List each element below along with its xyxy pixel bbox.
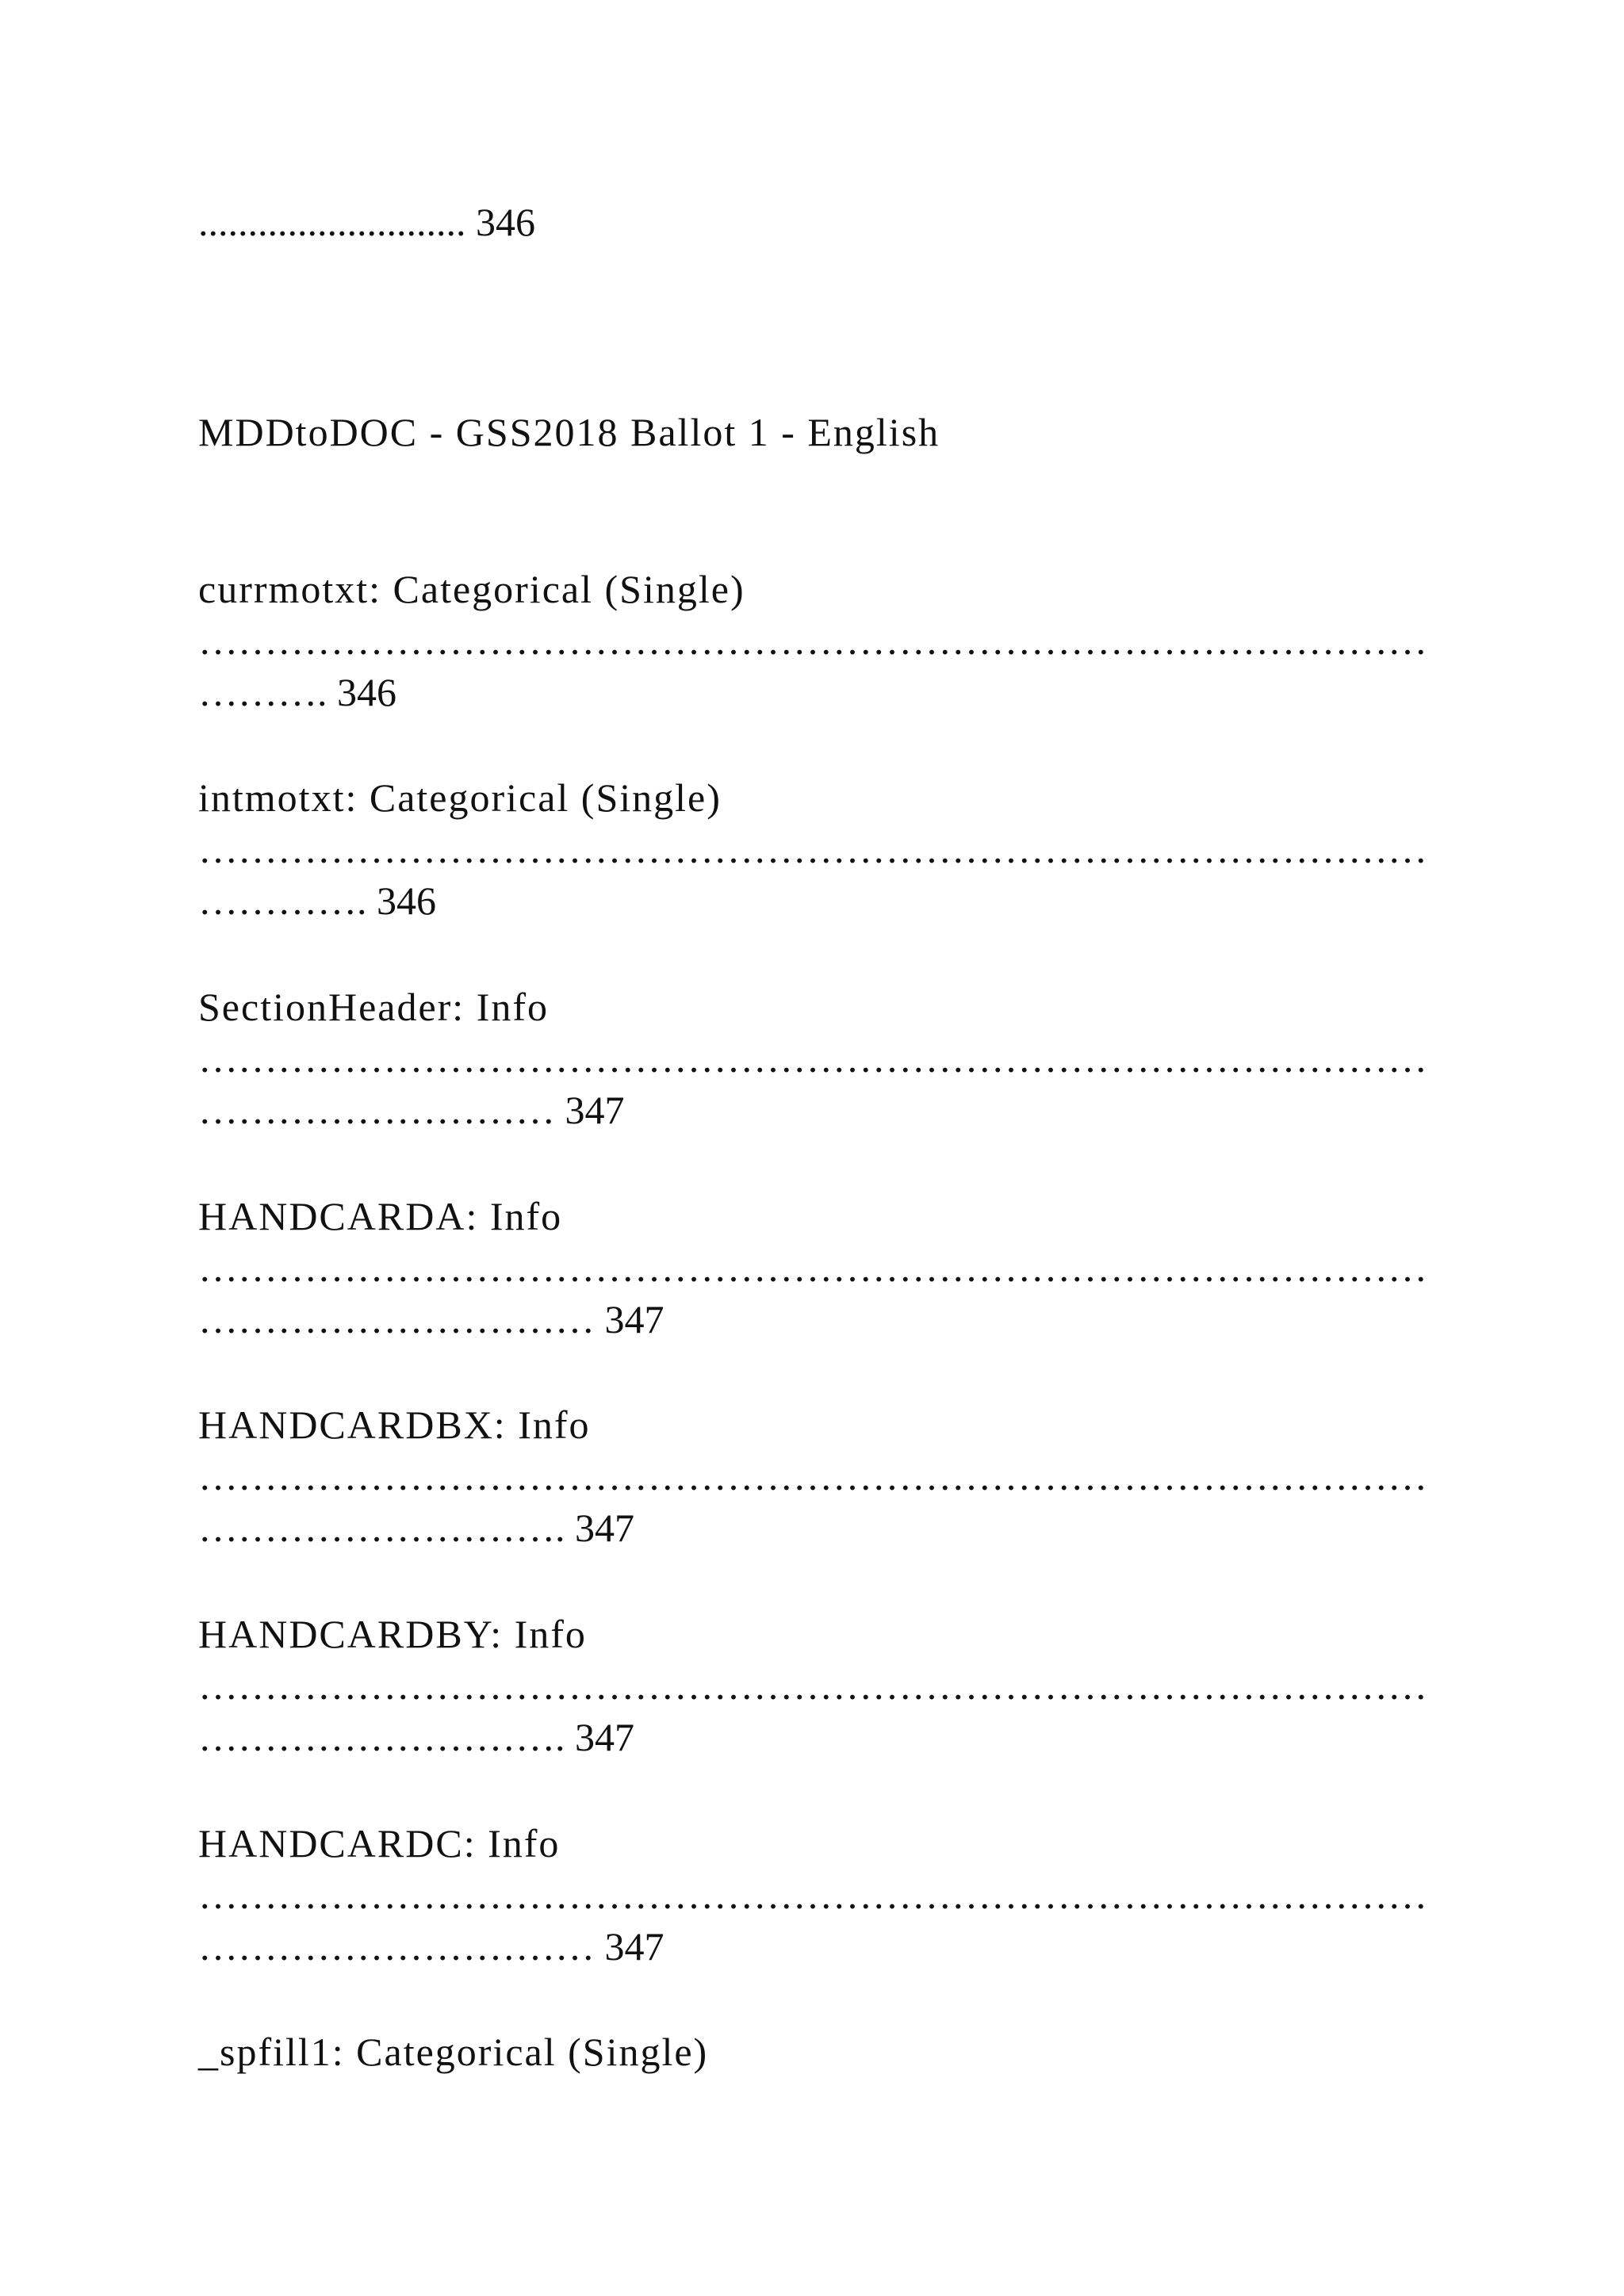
toc-entry-title: _spfill1: Categorical (Single): [198, 2030, 709, 2074]
toc-entry-title: HANDCARDC: Info: [198, 1821, 561, 1866]
toc-entry-page: ………………………. 347: [198, 1506, 634, 1550]
toc-entry-page: ……………………… 347: [198, 1088, 625, 1132]
toc-entry-leader: …………………………………………………………………………………: [198, 1036, 1427, 1081]
toc-entry-leader: …………………………………………………………………………………: [198, 827, 1427, 871]
toc-entry-title: HANDCARDBX: Info: [198, 1402, 591, 1447]
toc-entry-page: ………. 346: [198, 670, 396, 714]
toc-entry-title: currmotxt: Categorical (Single): [198, 567, 745, 611]
document-heading: MDDtoDOC - GSS2018 Ballot 1 - English: [198, 410, 940, 454]
toc-entry-leader: …………………………………………………………………………………: [198, 1873, 1427, 1917]
toc-entry-title: HANDCARDBY: Info: [198, 1612, 587, 1656]
toc-entry-page: …………. 346: [198, 878, 436, 923]
toc-entry-leader: …………………………………………………………………………………: [198, 618, 1427, 663]
toc-entry-title: intmotxt: Categorical (Single): [198, 775, 722, 820]
toc-entry-title: HANDCARDA: Info: [198, 1194, 563, 1238]
toc-entry-page: ………………………… 347: [198, 1297, 665, 1341]
toc-entry-leader: …………………………………………………………………………………: [198, 1246, 1427, 1290]
toc-entry-page: ………………………… 347: [198, 1924, 665, 1969]
toc-entry-title: SectionHeader: Info: [198, 985, 550, 1029]
toc-continuation-line: ........................... 346: [198, 200, 535, 244]
toc-entry-page: ………………………. 347: [198, 1715, 634, 1759]
toc-entry-leader: …………………………………………………………………………………: [198, 1663, 1427, 1708]
toc-entry-leader: …………………………………………………………………………………: [198, 1454, 1427, 1498]
